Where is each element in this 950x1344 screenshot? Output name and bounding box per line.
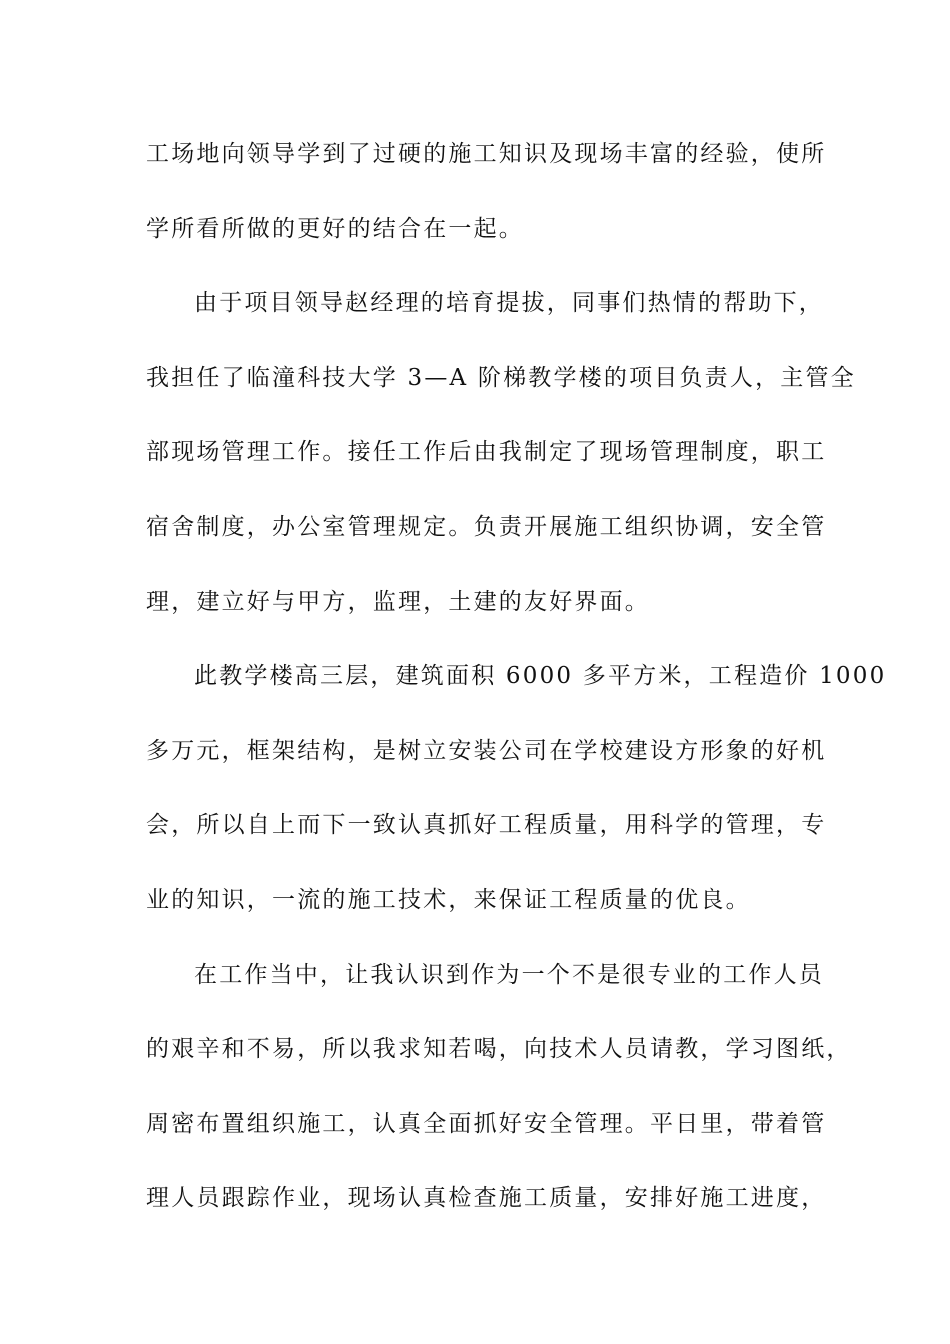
text-line: 理人员跟踪作业，现场认真检查施工质量，安排好施工进度，: [146, 1185, 827, 1212]
text-line: 学所看所做的更好的结合在一起。: [146, 215, 524, 242]
text-line: 部现场管理工作。接任工作后由我制定了现场管理制度，职工: [146, 439, 827, 466]
paragraph-start-line: 在工作当中，让我认识到作为一个不是很专业的工作人员: [194, 961, 824, 988]
text-line: 我担任了临潼科技大学 3—A 阶梯教学楼的项目负责人，主管全: [146, 364, 856, 391]
text-line: 会，所以自上而下一致认真抓好工程质量，用科学的管理，专: [146, 812, 827, 839]
paragraph-start-line: 由于项目领导赵经理的培育提拔，同事们热情的帮助下，: [194, 290, 824, 317]
text-line: 周密布置组织施工，认真全面抓好安全管理。平日里，带着管: [146, 1110, 827, 1137]
text-line: 业的知识，一流的施工技术，来保证工程质量的优良。: [146, 886, 751, 913]
paragraph-start-line: 此教学楼高三层，建筑面积 6000 多平方米，工程造价 1000: [194, 663, 887, 690]
text-line: 理，建立好与甲方，监理，土建的友好界面。: [146, 588, 650, 615]
text-line: 工场地向领导学到了过硬的施工知识及现场丰富的经验，使所: [146, 141, 827, 167]
text-line: 的艰辛和不易，所以我求知若喝，向技术人员请教，学习图纸，: [146, 1036, 852, 1063]
text-line: 宿舍制度，办公室管理规定。负责开展施工组织协调，安全管: [146, 513, 827, 540]
text-line: 多万元，框架结构，是树立安装公司在学校建设方形象的好机: [146, 737, 827, 764]
body-text: [146, 126, 887, 1245]
